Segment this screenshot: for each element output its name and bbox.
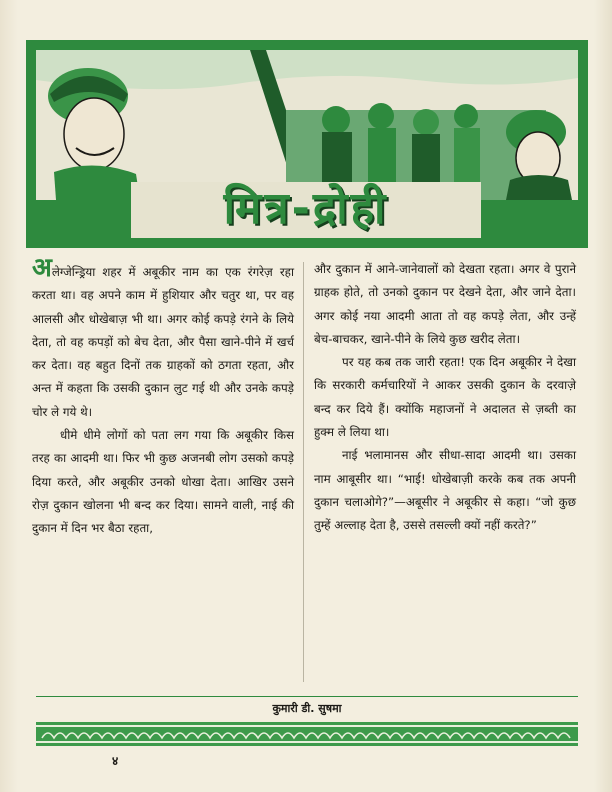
decorative-border: [36, 722, 578, 746]
paragraph: [314, 258, 576, 351]
paragraph: [314, 351, 576, 444]
column-divider: [303, 262, 304, 682]
story-title: मित्र-द्रोही: [223, 183, 389, 234]
paragraph-text: नाई भलामानस और सीधा-सादा आदमी था। उसका नाम आबूसीर था। “भाई! धोखेबाज़ी करके कब तक अपनी दुकान चलाओगे?”—अबूसीर ने अबूकीर से कहा। “जो कुछ तुम्हें अल्लाह देता है, उससे तसल्ली क्यों नहीं करते?”: [314, 448, 576, 533]
market-scene-illustration: [36, 50, 578, 200]
author-credit: कुमारी डी. सुषमा: [272, 702, 342, 715]
border-pattern-icon: [36, 722, 578, 746]
footer-rule: [36, 696, 578, 697]
left-column: [32, 253, 294, 541]
paragraph: [314, 444, 576, 537]
title-band: [36, 180, 578, 238]
paragraph-text: धीमे धीमे लोगों को पता लग गया कि अबूकीर किस तरह का आदमी था। फिर भी कुछ अजनबी लोग उसको कपड़े दिया करते, और अबूकीर उनको धोखा देता। आखिर उसने रोज़ दुकान खोलना भी बन्द कर दिया। सामने वाली, नाई की दुकान में दिन भर बैठा रहता,: [32, 428, 294, 536]
page-number: ४: [112, 754, 119, 768]
right-column: [314, 258, 576, 538]
paragraph: [32, 253, 294, 424]
paragraph-text: पर यह कब तक जारी रहता! एक दिन अबूकीर ने देखा कि सरकारी कर्मचारियों ने आकर उसकी दुकान के दरवाज़े बन्द कर दिये हैं। क्योंकि महाजनों ने अदालत से ज़ब्ती का हुक्म ले लिया था।: [314, 355, 576, 440]
illustration-svg: [36, 50, 578, 200]
dropcap: अ: [32, 253, 52, 283]
paragraph: [32, 424, 294, 540]
paragraph-text: लेग्जेन्ड्रिया शहर में अबूकीर नाम का एक रंगरेज़ रहा करता था। वह अपने काम में हुशियार और चतुर था, पर वह आलसी और धोखेबाज़ भी था। अगर कोई कपड़े रंगने के लिये देता, तो वह कपड़ों को बेच देता, और पैसा खाने-पीने में खर्च कर देता। वह बहुत दिनों तक ग्राहकों को ठगता रहता, और अन्त में कहता कि उसकी दुकान लुट गई थी और उनके कपड़े चोर ले गये थे।: [32, 265, 294, 419]
paragraph-text: और दुकान में आने-जानेवालों को देखता रहता। अगर वे पुराने ग्राहक होते, तो उनको दुकान पर देखने देता, और जाने देता। अगर कोई नया आदमी आता तो वह कपड़े लेता, और उन्हें बेच-बाचकर, खाने-पीने के लिये कुछ खरीद लेता।: [314, 262, 576, 346]
